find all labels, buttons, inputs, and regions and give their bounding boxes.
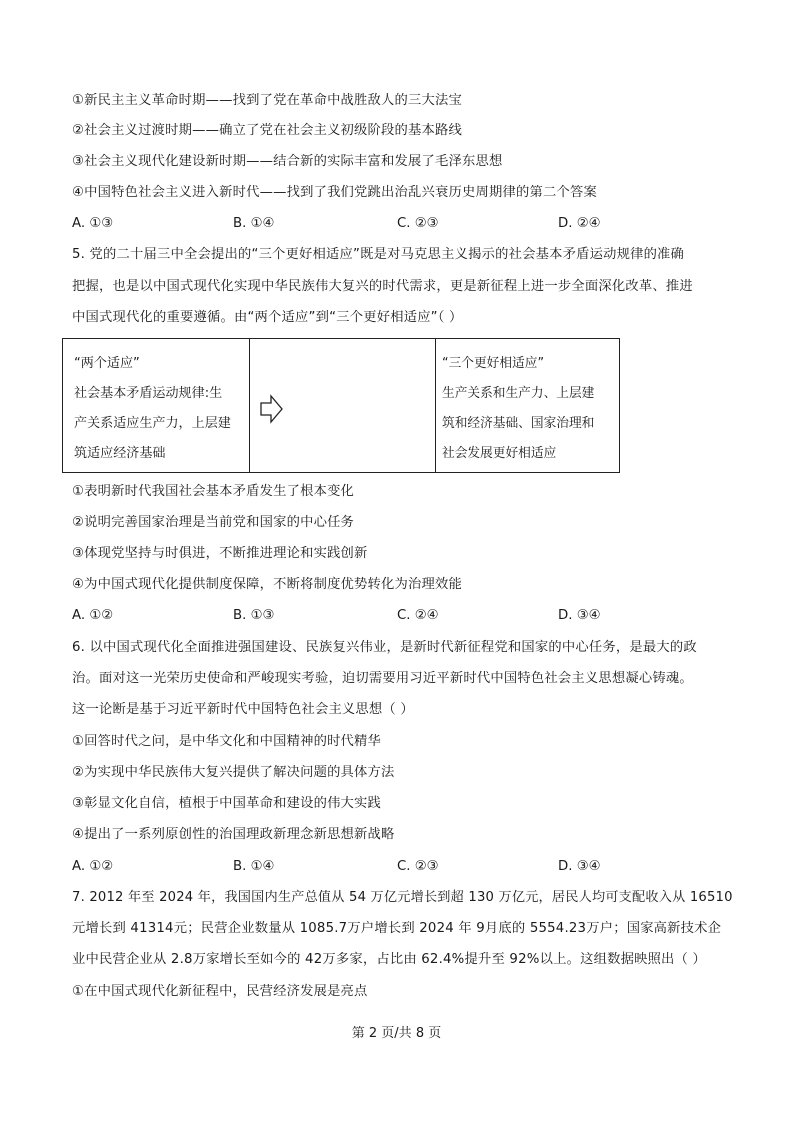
q5-item-1: ①表明新时代我国社会基本矛盾发生了根本变化 [72,484,355,499]
q6-item-2: ②为实现中华民族伟大复兴提供了解决问题的具体方法 [72,765,395,780]
q4-option-c: C. ②③ [397,216,439,231]
q4-option-b: B. ①④ [233,216,275,231]
q4-option-d: D. ②④ [558,216,601,231]
q5-stem-line-2: 把握，也是以中国式现代化实现中华民族伟大复兴的时代需求，更是新征程上进一步全面深化改革、推进 [72,279,693,294]
q5-table-right-cell [436,339,619,472]
q5-table-right-line: 社会发展更好相适应 [442,446,557,461]
q5-item-4: ④为中国式现代化提供制度保障，不断将制度优势转化为治理效能 [72,577,463,592]
q5-comparison-table [62,338,620,473]
q5-table-left-title: “两个适应” [74,356,140,371]
page-footer: 第 2 页/共 8 页 [351,1026,442,1041]
q5-table-right-line: 筑和经济基础、国家治理和 [442,416,595,431]
q5-stem-line-1: 5. 党的二十届三中全会提出的“三个更好相适应”既是对马克思主义揭示的社会基本矛盾运动规律的准确 [72,247,685,262]
q5-item-3: ③体现党坚持与时俱进，不断推进理论和实践创新 [72,546,368,561]
q6-stem-line-2: 治。面对这一光荣历史使命和严峻现实考验，迫切需要用习近平新时代中国特色社会主义思想凝心铸魂。 [72,671,693,686]
q5-table-left-line: 产关系适应生产力，上层建 [74,416,231,431]
q7-stem-line-3: 业中民营企业从 2.8万家增长至如今的 42万多家，占比由 62.4%提升至 92%以上。这组数据映照出（ ） [72,952,706,967]
arrow-right-icon [260,394,284,424]
q6-option-b: B. ①④ [233,859,275,874]
q6-stem-line-3: 这一论断是基于习近平新时代中国特色社会主义思想（ ） [72,702,414,717]
q6-option-a: A. ①② [72,859,114,874]
q6-stem-line-1: 6. 以中国式现代化全面推进强国建设、民族复兴伟业，是新时代新征程党和国家的中心任务，是最大的政 [72,640,697,655]
q7-stem-line-2: 元增长到 41314元；民营企业数量从 1085.7万户增长到 2024 年 9月底的 5554.23万户；国家高新技术企 [72,921,722,936]
q6-item-1: ①回答时代之问，是中华文化和中国精神的时代精华 [72,734,382,749]
q5-option-d: D. ③④ [558,608,601,623]
q5-table-middle-cell [250,339,436,472]
q5-option-c: C. ②④ [397,608,439,623]
q6-option-d: D. ③④ [558,859,601,874]
q5-item-2: ②说明完善国家治理是当前党和国家的中心任务 [72,515,355,530]
q5-option-b: B. ①③ [233,608,275,623]
q5-table-left-line: 筑适应经济基础 [74,446,166,461]
q5-table-right-line: 生产关系和生产力、上层建 [442,386,595,401]
q5-option-a: A. ①② [72,608,114,623]
q4-item-1: ①新民主主义革命时期——找到了党在革命中战胜敌人的三大法宝 [72,93,463,108]
q6-option-c: C. ②③ [397,859,439,874]
q5-table-left-cell [63,339,250,472]
q5-table-left-line: 社会基本矛盾运动规律:生 [74,386,223,401]
q6-item-4: ④提出了一系列原创性的治国理政新理念新思想新战略 [72,827,395,842]
q4-item-4: ④中国特色社会主义进入新时代——找到了我们党跳出治乱兴衰历史周期律的第二个答案 [72,185,598,200]
q7-stem-line-1: 7. 2012 年至 2024 年，我国国内生产总值从 54 万亿元增长到超 130 万亿元，居民人均可支配收入从 16510 [72,890,733,905]
q5-stem-line-3: 中国式现代化的重要遵循。由“两个适应”到“三个更好相适应”（ ） [72,310,463,325]
q4-item-2: ②社会主义过渡时期——确立了党在社会主义初级阶段的基本路线 [72,123,463,138]
q6-item-3: ③彰显文化自信，植根于中国革命和建设的伟大实践 [72,796,382,811]
q7-item-1: ①在中国式现代化新征程中，民营经济发展是亮点 [72,984,368,999]
q4-item-3: ③社会主义现代化建设新时期——结合新的实际丰富和发展了毛泽东思想 [72,154,503,169]
q4-option-a: A. ①③ [72,216,114,231]
q5-table-right-title: “三个更好相适应” [442,356,545,371]
